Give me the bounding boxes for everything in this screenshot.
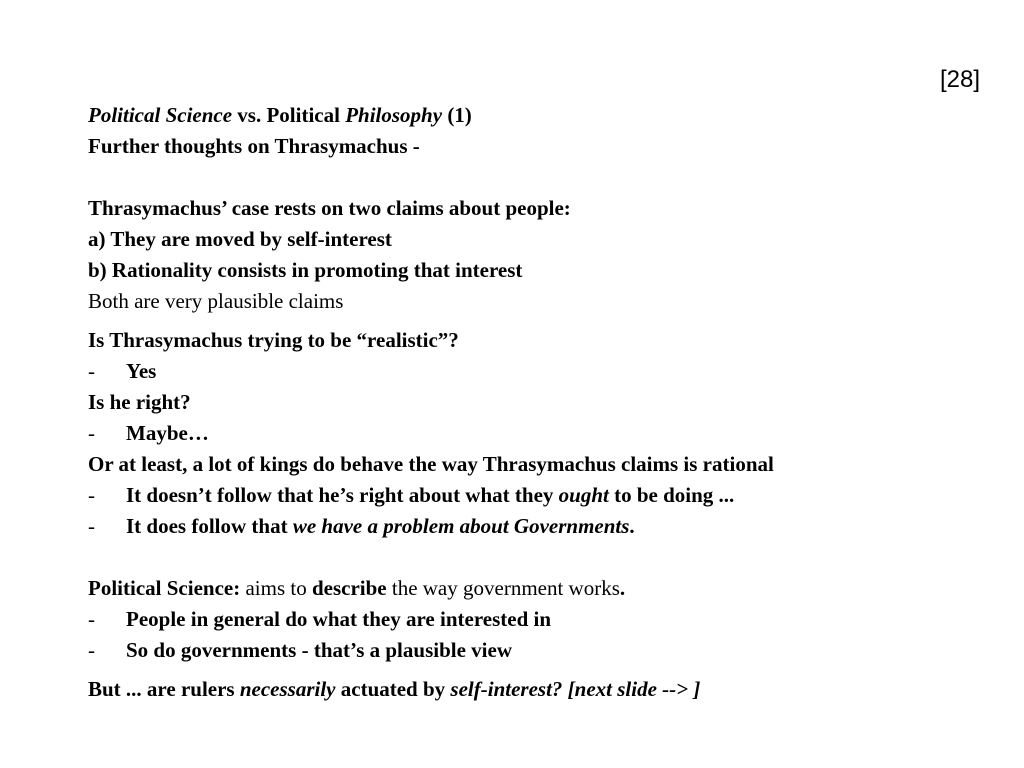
bullet-governments-view-text: So do governments - that’s a plausible view bbox=[126, 638, 512, 662]
bullet-ought-em: ought bbox=[558, 483, 609, 507]
bullet-governments bbox=[88, 511, 988, 542]
closing-necessarily: necessarily bbox=[239, 677, 336, 701]
closing-pre: But ... are rulers bbox=[88, 677, 240, 701]
claims-note: Both are very plausible claims bbox=[88, 289, 344, 313]
slide-number: [28] bbox=[939, 66, 980, 93]
bullet-people bbox=[88, 604, 988, 635]
claim-a: a) They are moved by self-interest bbox=[88, 227, 392, 251]
bullet-governments-view bbox=[88, 635, 988, 666]
answer-yes bbox=[88, 356, 988, 387]
polsci-label: Political Science: bbox=[88, 576, 241, 600]
title-philosophy: Philosophy bbox=[345, 103, 443, 127]
bullet-dash: - bbox=[88, 421, 95, 445]
bullet-gov-em: we have a problem about Governments bbox=[292, 514, 630, 538]
bullet-dash: - bbox=[88, 359, 95, 383]
spacer bbox=[88, 317, 988, 325]
answer-maybe-text: Maybe… bbox=[126, 421, 209, 445]
title-vs: vs. Political bbox=[232, 103, 346, 127]
question-right: Is he right? bbox=[88, 390, 191, 414]
bullet-dash: - bbox=[88, 483, 95, 507]
bullet-gov-post: . bbox=[629, 514, 635, 538]
bullet-gov-pre: It does follow that bbox=[126, 514, 293, 538]
claims-intro: Thrasymachus’ case rests on two claims about people: bbox=[88, 196, 571, 220]
bullet-dash: - bbox=[88, 638, 95, 662]
polsci-period: . bbox=[619, 576, 626, 600]
polsci-t3: the way government works bbox=[386, 576, 620, 600]
slide-content bbox=[88, 100, 988, 705]
closing-mid: actuated by bbox=[335, 677, 451, 701]
closing-self-interest: self-interest? [next slide --> ] bbox=[450, 677, 701, 701]
polsci-describe: describe bbox=[311, 576, 387, 600]
answer-yes-text: Yes bbox=[126, 359, 157, 383]
spacer bbox=[88, 666, 988, 674]
bullet-ought-post: to be doing ... bbox=[608, 483, 735, 507]
closing-question bbox=[88, 674, 988, 705]
kings-statement: Or at least, a lot of kings do behave the way Thrasymachus claims is rational bbox=[88, 452, 774, 476]
question-realistic: Is Thrasymachus trying to be “realistic”? bbox=[88, 328, 459, 352]
polsci-t1: aims to bbox=[240, 576, 312, 600]
bullet-people-text: People in general do what they are interested in bbox=[126, 607, 552, 631]
spacer bbox=[88, 162, 988, 193]
slide-subtitle: Further thoughts on Thrasymachus - bbox=[88, 134, 420, 158]
title-number: (1) bbox=[442, 103, 472, 127]
bullet-dash: - bbox=[88, 607, 95, 631]
spacer bbox=[88, 542, 988, 573]
bullet-ought bbox=[88, 480, 988, 511]
bullet-dash: - bbox=[88, 514, 95, 538]
bullet-ought-pre: It doesn’t follow that he’s right about what they bbox=[126, 483, 559, 507]
answer-maybe bbox=[88, 418, 988, 449]
polsci-definition bbox=[88, 573, 988, 604]
title-political-science: Political Science bbox=[88, 103, 233, 127]
slide-title bbox=[88, 100, 988, 131]
claim-b: b) Rationality consists in promoting that interest bbox=[88, 258, 523, 282]
